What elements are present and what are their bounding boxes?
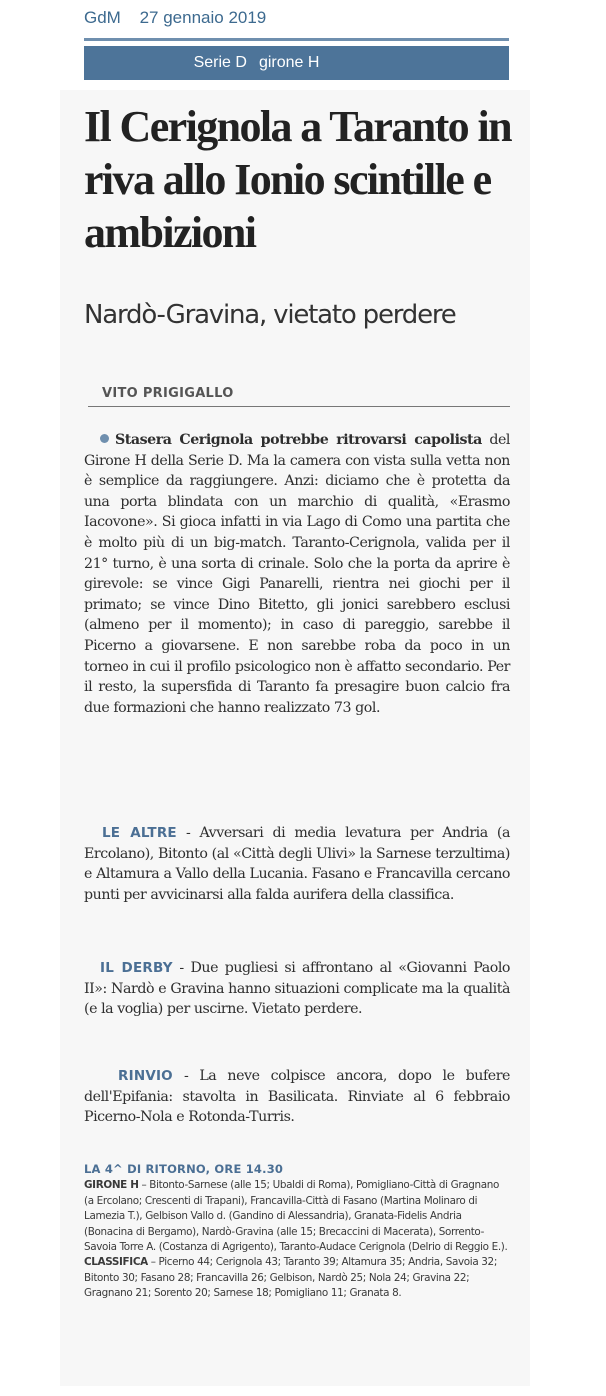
girone-text: – Bitonto-Sarnese (alle 15; Ubaldi di Roma), Pomigliano-Città di Gragnano (a Ercolano; Crescenti di Trapani), Francavilla-Città di Fasano (Martina Molinaro di Lamezia T.), Gelbison Vallo d. (Gandino di Alessandria), Granata-Fidelis Andria (Bonacina di Bergamo), Nardò-Gravina (alle 15; Brecaccini di Macerata), Sorrento-Savoia Torre A. (Costanza di Agrigento), Taranto-Audace Cerignola (Delrio di Reggio E.). [84,1179,508,1254]
derby-text: - Due pugliesi si affrontano al «Giovanni Paolo II»: Nardò e Gravina hanno situazioni complicate ma la qualità (e la voglia) per uscirne. Vietato perdere. [84,960,511,1018]
rinvio-kicker: RINVIO [118,1068,173,1084]
lead-rest: del Girone H della Serie D. Ma la camera con vista sulla vetta non è semplice da raggiungere. Anzi: diciamo che è protetta da una porta blindata con un marchio di qualità, «Erasmo Iacovone». Si gioca infatti in via Lago di Como una partita che è molto più di un big-match. Taranto-Cerignola, valida per il 21° turno, è una sorta di crinale. Solo che la porta da aprire è girevole: se vince Gigi Panarelli, rientra nei giochi per il primato; se vince Dino Bitetto, gli jonici sarebbero esclusi (almeno per il momento); in caso di pareggio, sarebbe il Picerno a giovarsene. E non sarebbe roba da poco in un torneo in cui il profilo psicologico non è affatto secondario. Per il resto, la supersfida di Taranto fa presagire buon calcio fra due formazioni che hanno realizzato 73 gol. [84,432,511,716]
rinvio-text: - La neve colpisce ancora, dopo le bufere dell'Epifania: stavolta in Basilicata. Rinviate al 6 febbraio Picerno-Nola e Rotonda-Turris. [84,1068,510,1126]
girone-results [84,1178,510,1255]
altre-kicker: LE ALTRE [102,825,177,841]
group-label: girone H [258,54,320,71]
altre-text: - Avversari di media levatura per Andria (a Ercolano), Bitonto (al «Città degli Ulivi» la Sarnese terzultima) e Altamura a Vallo della Lucania. Fasano e Francavilla cercano punti per avvicinarsi alla falda aurifera della classifica. [84,825,510,903]
classifica-text: – Picerno 44; Cerignola 43; Taranto 39; Altamura 35; Andria, Savoia 32; Bitonto 30; Fasano 28; Francavilla 26; Gelbison, Nardò 25; Nola 24; Gravina 22; Gragnano 21; Sorento 20; Sarnese 18; Pomigliano 11; Granata 8. [84,1256,497,1300]
classifica [84,1255,510,1301]
header-meta [84,8,280,28]
section-banner [84,46,509,80]
rinvio-paragraph [84,1066,510,1128]
byline-divider [88,406,510,407]
derby-paragraph [84,958,510,1020]
lead-strong: Stasera Cerignola potrebbe ritrovarsi capolista [115,432,482,448]
source-label: GdM [84,8,121,27]
league-label: Serie D [193,54,247,71]
classifica-label: CLASSIFICA [84,1256,148,1269]
top-rule [84,38,509,41]
date-label: 27 gennaio 2019 [139,8,267,27]
results-title: LA 4^ DI RITORNO, ORE 14.30 [84,1162,284,1176]
lead-paragraph [84,430,510,718]
bullet-icon [100,434,109,443]
girone-label: GIRONE H [84,1179,139,1192]
altre-paragraph [84,823,510,905]
subheadline: Nardò-Gravina, vietato perdere [84,300,456,330]
byline: VITO PRIGIGALLO [102,386,234,401]
headline: Il Cerignola a Taranto in riva allo Ionio scintille e ambizioni [84,102,511,257]
derby-kicker: IL DERBY [100,960,173,976]
results-box [84,1162,510,1302]
